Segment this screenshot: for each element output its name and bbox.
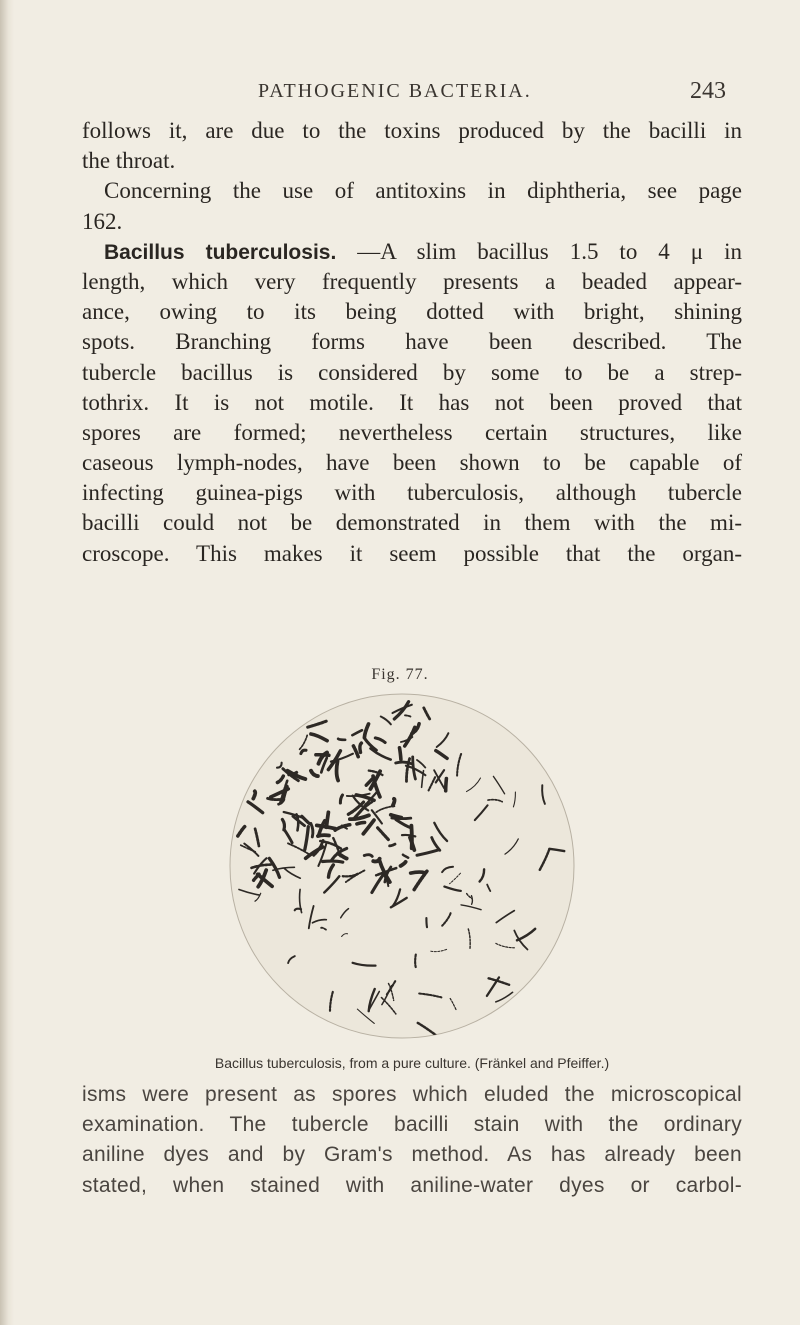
text-line: bacilli could not be demonstrated in them with the mi- (82, 510, 742, 536)
bacillus-rod (253, 791, 255, 798)
bacillus-rod (338, 739, 345, 740)
bacillus-rod (360, 743, 362, 752)
text-line: follows it, are due to the toxins produced by the bacilli in (82, 118, 742, 143)
text-line: examination. The tubercle bacilli stain with the ordinary (82, 1113, 742, 1137)
text-line: the throat. (82, 148, 176, 174)
text-line: caseous lymph-nodes, have been shown to be capable of (82, 450, 742, 476)
text-line: isms were present as spores which eluded the microscopical (82, 1083, 742, 1106)
text-line: ance, owing to its being dotted with bright, shining (82, 299, 742, 325)
text-line-rest: —A slim bacillus 1.5 to 4 μ in (336, 238, 742, 264)
text-line: infecting guinea-pigs with tuberculosis, although tubercle (82, 480, 742, 506)
bacillus-rod (392, 818, 411, 819)
text-line: stated, when stained with aniline-water dyes or carbol- (82, 1173, 742, 1197)
main-text (82, 116, 742, 569)
bacillus-rod (326, 812, 328, 827)
bacillus-rod (268, 798, 285, 799)
page-edge-shadow (0, 0, 14, 1325)
micrograph-illustration (222, 688, 582, 1043)
running-head (0, 78, 800, 108)
bacillus-rod (411, 872, 425, 873)
text-line-heading (82, 237, 742, 267)
continuation-text (82, 1080, 742, 1201)
figure-caption: Bacillus tuberculosis, from a pure culture. (Fränkel and Pfeiffer.) (214, 1055, 610, 1071)
bacillus-rod (415, 955, 416, 968)
bacillus-rod (323, 861, 343, 862)
section-heading: Bacillus tuberculosis. (104, 240, 337, 264)
bacillus-rod (393, 799, 395, 806)
text-line: 162. (82, 208, 123, 234)
bacillus-rod (426, 918, 427, 927)
text-line: croscope. This makes it seem possible that the organ- (82, 540, 742, 566)
text-line: spores are formed; nevertheless certain structures, like (82, 419, 742, 445)
figure-label: Fig. 77. (371, 666, 429, 683)
text-line: tothrix. It is not motile. It has not been proved that (82, 389, 742, 415)
text-line: spots. Branching forms have been described. The (82, 329, 742, 355)
text-line: Concerning the use of antitoxins in diphtheria, see page (104, 178, 742, 204)
text-line: length, which very frequently presents a beaded appear- (82, 268, 742, 294)
text-line: tubercle bacillus is considered by some to be a strep- (82, 359, 742, 385)
running-title: PATHOGENIC BACTERIA. (258, 80, 532, 102)
bacillus-rod (446, 779, 447, 791)
bacillus-rod (396, 762, 412, 764)
bacillus-rod (400, 748, 401, 760)
bacilli-micrograph (222, 688, 582, 1043)
text-line: aniline dyes and by Gram's method. As has already been (82, 1143, 742, 1167)
bacillus-rod (337, 762, 339, 781)
page-number: 243 (690, 78, 726, 104)
bacillus-rod (357, 822, 365, 823)
